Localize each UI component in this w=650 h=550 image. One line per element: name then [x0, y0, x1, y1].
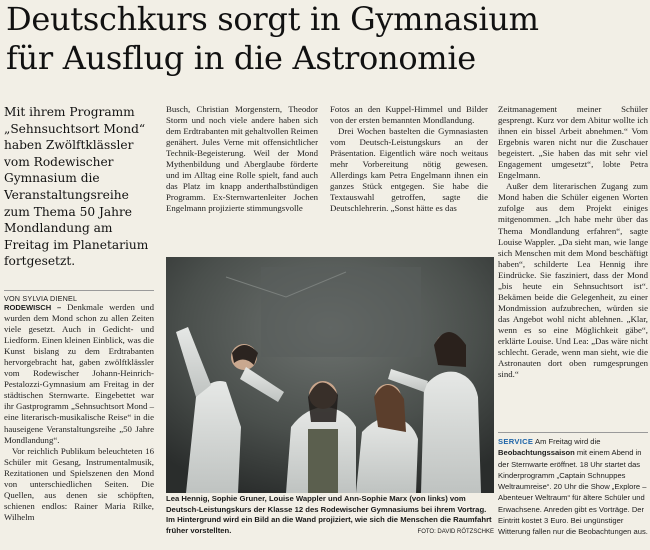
headline-line-2: für Ausflug in die Astronomie — [6, 39, 476, 77]
caption-text: Lea Hennig, Sophie Gruner, Louise Wappler und Ann-Sophie Marx (von links) vom Deutsch-Leistungskurs der Klasse 12 des Rodewischer Gymnasiums bei ihrem Vortrag. Im Hintergrund wird ein Bild an die Wand projiziert, wie sich die Menschen die Raumfahrt früher vorstellten. — [166, 494, 492, 535]
paragraph — [4, 302, 154, 446]
paragraph: Außer dem literarischen Zugang zum Mond haben die Schüler eigenen Worten zufolge aus dem Projekt einiges mitgenommen. „Ich habe mehr über das Thema Mondlandung erfahren“, sagte Louise Wappler. „Da sieht man, wie lange sich Menschen mit dem Mond beschäftigt haben“, schilderte Lea Hennig ihre Eindrücke. Sie fasziniert, dass der Mond „bis heute ein Sehnsuchtsort ist“. Bekämen beide die Gelegenheit, zu einer Mondmission aufzubrechen, würden sie das Angebot wohl nicht ablehnen. „Klar, wenn es so eine Möglichkeit gäbe“, erklärte Louise. Und Lea: „Das wäre nicht schlecht. Gerade, wenn man sieht, wie die Astronauten dort oben rumgesprungen sind.“ — [498, 181, 648, 380]
article-photo — [166, 257, 494, 493]
article-column-1 — [4, 302, 154, 523]
paragraph: Drei Wochen bastelten die Gymnasiasten vom Deutsch-Leistungskurs an der Präsentation. Eigentlich wäre noch weitaus mehr Vorbereitung nötig gewesen. Allerdings kam Petra Engelmann ihnen ein ganzes Stück entgegen. Sie habe die Textauswahl getroffen, sagte die Deutschlehrerin. „Sonst hätte es das — [330, 126, 488, 214]
service-box — [498, 432, 648, 538]
service-bold: Beobachtungssaison — [498, 448, 575, 458]
article-column-3 — [330, 104, 488, 214]
article-column-4 — [498, 104, 648, 380]
headline-line-1: Deutschkurs sorgt in Gymnasium — [6, 0, 539, 38]
byline: VON SYLVIA DIENEL — [4, 290, 154, 303]
photo-caption — [166, 494, 494, 537]
photo-credit: FOTO: DAVID RÖTZSCHKE — [417, 528, 494, 535]
paragraph-text: Denkmale werden und wurden dem Mond schon zu allen Zeiten viele gesetzt. Auch in Gedicht- und Liedform. Einen kleinen Einblick, was die Kunst bislang zu dem Erdtrabanten hervorgebracht hat, gaben zwölftklässler vom Rodewischer Johann-Heinrich-Pestalozzi-Gymnasium am Freitag in der städtischen Sternwarte. Eingebettet war ihr Gastprogramm „Sehnsuchtsort Mond – eine literarisch-musikalische Reise“ in die hauseigene Veranstaltungsreihe „50 Jahre Mondlandung“. — [4, 302, 155, 445]
service-text: mit einem Abend in der Sternwarte eröffnet. 18 Uhr startet das Kinderprogramm „Captain Schnuppes Weltraumreise“. 20 Uhr die Show „Explore – Abenteuer Weltraum“ für ältere Schüler und Erwachsene. Anreden gibt es Vorträge. Der Eintritt kostet 3 Euro. Bei ungünstiger Witterung fallen nur die Beobachtungen aus. — [498, 448, 648, 537]
dateline: RODEWISCH – — [4, 303, 62, 312]
paragraph: Zeitmanagement meiner Schüler gesprengt. Kurz vor dem Abitur wollte ich ihnen ein bissel Arbeit abnehmen.“ Vom Ergebnis waren nicht nur die Zuschauer begeistert. „Sie haben das mit sehr viel Engagement umgesetzt“, lobte Petra Engelmann. — [498, 104, 648, 181]
service-label: SERVICE — [498, 437, 534, 446]
paragraph: Busch, Christian Morgenstern, Theodor Storm und noch viele andere haben sich dem Erdtrabanten mit gehaltvollen Reimen genähert. Jules Verne mit offensichtlicher Technik-Begeisterung. Weil der Mond Mythenbildung und Aberglaube förderte und im Alltag eine Rolle spielt, fand auch das Platz im knapp anderthalbstündigen Programm. Ex-Sternwartenleiter Jochen Engelmann projizierte stimmungsvolle — [166, 104, 318, 214]
teaser-intro: Mit ihrem Programm „Sehnsuchtsort Mond“ haben Zwölftklässler vom Rodewischer Gymnasium die Veranstaltungsreihe zum Thema 50 Jahre Mondlandung am Freitag im Planetarium fortgesetzt. — [4, 105, 149, 269]
service-intro: Am Freitag wird die — [533, 437, 601, 446]
headline — [6, 0, 646, 78]
paragraph: Vor reichlich Publikum beleuchteten 16 Schüler mit Gesang, Instrumentalmusik, Rezitationen und Spielszenen den Mond von unterschiedlichen Seiten. Die Quellen, aus denen sie schöpften, schienen endlos: Rainer Maria Rilke, Wilhelm — [4, 445, 154, 522]
photo-illustration — [166, 257, 494, 493]
article-column-2 — [166, 104, 318, 214]
paragraph: Fotos an den Kuppel-Himmel und Bilder von der ersten bemannten Mondlandung. — [330, 104, 488, 126]
